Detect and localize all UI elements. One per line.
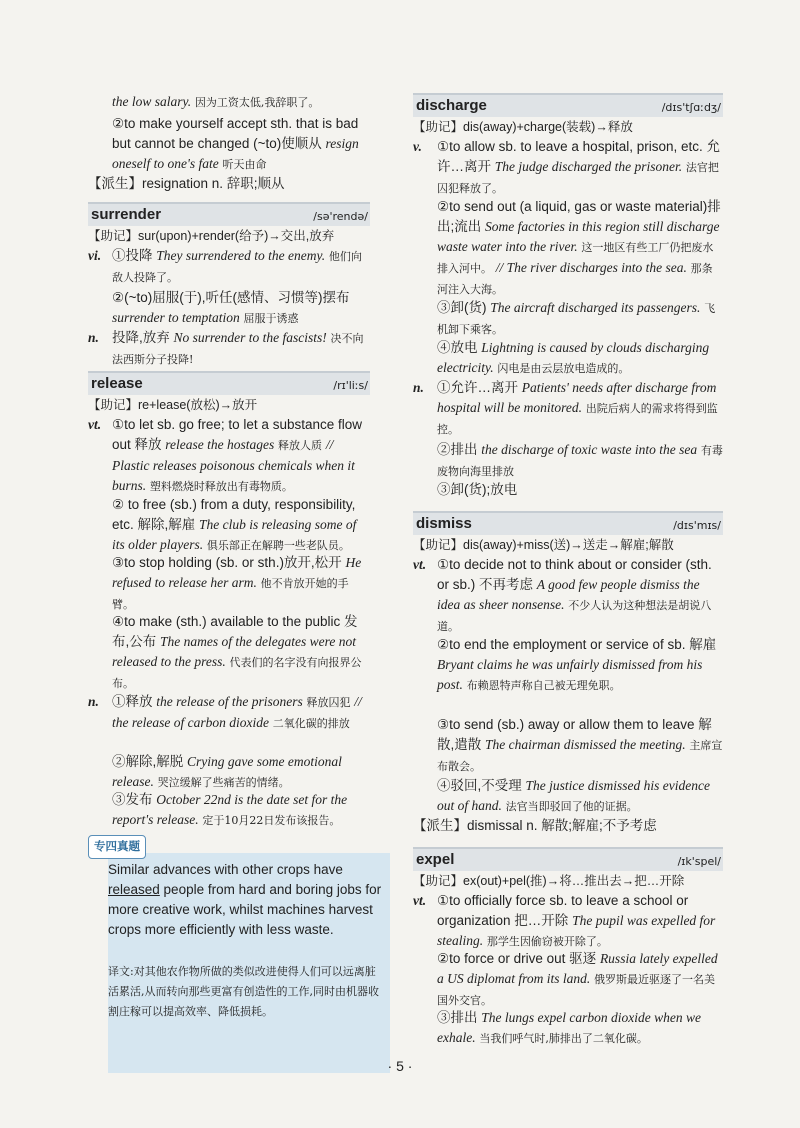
sense-vt-1 [88, 415, 370, 497]
exam-text: people from hard and boring jobs for more creative work, whilst machines harvest crops more efficiently with less waste. [108, 882, 382, 937]
mnemonic: 【助记】dis(away)+charge(装载)→释放 [413, 120, 633, 134]
example-text: The lungs expel carbon dioxide when we exhale. [437, 1010, 701, 1045]
part-of-speech: n. [88, 330, 99, 345]
example-translation: 他不肯放开她的手臂。 [112, 577, 349, 611]
entry-header-dismiss [413, 511, 723, 535]
part-of-speech: vi. [88, 248, 102, 263]
example-translation: 释放囚犯 [306, 696, 351, 709]
sense-v-3 [413, 298, 723, 340]
sense-n-3: ③卸(货);放电 [437, 482, 518, 497]
sense-v-2 [413, 197, 723, 300]
derivation: 【派生】resignation n. 辞职;顺从 [88, 176, 285, 191]
sense-v-1 [413, 137, 723, 199]
pronunciation: /dɪs'tʃɑːdʒ/ [661, 101, 721, 114]
example-translation: 出院后病人的需求将得到监控。 [437, 402, 718, 436]
definition-text: ①释放 [112, 694, 153, 709]
example-text: October 22nd is the date set for the report's release. [112, 792, 348, 827]
part-of-speech: vt. [88, 417, 102, 432]
example-translation: 听天由命 [222, 158, 267, 171]
example-text: // Plastic releases poisonous chemicals when it burns. [112, 437, 355, 493]
example-translation: 决不向法西斯分子投降! [112, 332, 364, 366]
example-text: the low salary. [112, 94, 192, 109]
headword: dismiss [416, 515, 472, 532]
example-translation: 俱乐部正在解聘一些老队员。 [206, 539, 350, 552]
definition-text: ①允许…离开 [437, 380, 518, 395]
part-of-speech: vt. [413, 557, 427, 572]
exam-translation: 译文:对其他农作物所做的类似改进使得人们可以远离脏活累活,从而转向那些更富有创造性的工作,同时由机器收割庄稼可以提高效率、降低损耗。 [108, 965, 379, 1018]
resign-sense-2 [88, 114, 370, 175]
definition-text: ②to force or drive out 驱逐 [437, 951, 597, 966]
definition-text: 投降,放弃 [112, 330, 170, 345]
definition-text: ①to allow sb. to leave a hospital, prison, etc. 允许…离开 [437, 139, 720, 174]
example-translation: 主席宣布散会。 [437, 739, 723, 773]
definition-text: ② to free (sb.) from a duty, responsibility, etc. 解除,解雇 [112, 497, 356, 532]
mnemonic: 【助记】re+lease(放松)→放开 [88, 398, 258, 412]
derivation: 【派生】dismissal n. 解散;解雇;不予考虑 [413, 818, 657, 833]
example-text: the discharge of toxic waste into the sea [481, 442, 698, 457]
example-translation: 法官当即驳回了他的证据。 [505, 800, 638, 813]
example-text: No surrender to the fascists! [173, 330, 327, 345]
definition-text: ②(~to)屈服(于),听任(感情、习惯等)摆布 [112, 290, 350, 305]
definition-text: ②排出 [437, 442, 478, 457]
sense-vt-2 [88, 495, 370, 556]
example-text: A good few people dismiss the idea as sheer nonsense. [437, 577, 700, 612]
exam-tag: 专四真题 [88, 835, 146, 859]
example-text: surrender to temptation [112, 310, 240, 325]
entry-header-expel [413, 847, 723, 871]
sense-n-3 [88, 790, 370, 831]
definition-text: ③to stop holding (sb. or sth.)放开,松开 [112, 555, 342, 570]
example-translation: 飞机卸下乘客。 [437, 302, 716, 336]
sense-n-1 [413, 378, 723, 440]
example-translation: 代表们的名字没有向报界公布。 [112, 656, 362, 690]
pronunciation: /ɪk'spel/ [677, 855, 721, 868]
example-text: Russia lately expelled a US diplomat from its land. [437, 951, 718, 986]
part-of-speech: vt. [413, 893, 427, 908]
definition-text: ②to end the employment or service of sb. 解雇 [437, 637, 717, 652]
exam-sentence [108, 860, 384, 940]
mnemonic: 【助记】ex(out)+pel(推)→将…推出去→把…开除 [413, 874, 685, 888]
sense-vt-2 [413, 949, 723, 1011]
sense-vt-4 [413, 776, 723, 817]
definition-text: ①to let sb. go free; to let a substance flow out 释放 [112, 417, 362, 452]
headword: release [91, 375, 143, 392]
entry-header-surrender [88, 202, 370, 226]
example-text: resign oneself to one's fate [112, 136, 359, 171]
example-translation: 布赖恩特声称自己被无理免职。 [466, 679, 621, 692]
example-translation: 法官把囚犯释放了。 [437, 161, 719, 195]
mnemonic: 【助记】sur(upon)+render(给予)→交出,放弃 [88, 229, 335, 243]
definition-text: ③排出 [437, 1010, 478, 1025]
part-of-speech: v. [413, 139, 422, 154]
exam-text: Similar advances with other crops have [108, 862, 343, 877]
entry-header-discharge [413, 93, 723, 117]
example-translation: 屈服于诱惑 [243, 312, 299, 325]
example-text: The pupil was expelled for stealing. [437, 913, 716, 948]
definition-text: ②to make yourself accept sth. that is bad but cannot be changed (~to)使顺从 [112, 116, 359, 151]
example-translation: 释放人质 [278, 439, 323, 452]
sense-vi-1 [88, 246, 370, 288]
part-of-speech: n. [413, 380, 424, 395]
definition-text: ③卸(货) [437, 300, 487, 315]
example-translation: 不少人认为这种想法是胡说八道。 [437, 599, 712, 633]
definition-text: ②解除,解脱 [112, 754, 184, 769]
resign-cont-line [88, 92, 370, 113]
example-translation: 有毒废物向海里排放 [437, 444, 723, 478]
example-text: He refused to release her arm. [112, 555, 362, 590]
example-text: // the release of carbon dioxide [112, 694, 362, 730]
example-text: release the hostages [165, 437, 275, 452]
pronunciation: /sə'rendə/ [313, 210, 368, 223]
example-text: The chairman dismissed the meeting. [485, 737, 686, 752]
headword: expel [416, 851, 455, 868]
example-translation: 定于10月22日发布该报告。 [202, 814, 341, 827]
definition-text: ③to send (sb.) away or allow them to leave 解散,遣散 [437, 717, 712, 752]
definition-text: ④放电 [437, 340, 478, 355]
sense-vi-2 [88, 288, 370, 329]
example-translation: 因为工资太低,我辞职了。 [194, 96, 320, 109]
example-text: // The river discharges into the sea. [495, 260, 687, 275]
sense-vt-3 [88, 553, 370, 615]
sense-vt-3 [413, 715, 723, 777]
exam-keyword: released [108, 882, 160, 897]
example-translation: 那条河注入大海。 [437, 262, 713, 296]
example-translation: 那学生因偷窃被开除了。 [486, 935, 608, 948]
mnemonic: 【助记】dis(away)+miss(送)→送走→解雇;解散 [413, 538, 674, 552]
example-text: The aircraft discharged its passengers. [490, 300, 701, 315]
sense-v-4 [413, 338, 723, 379]
definition-text: ②to send out (a liquid, gas or waste material)排出;流出 [437, 199, 721, 234]
sense-vt-1 [413, 555, 723, 637]
example-text: The justice dismissed his evidence out of hand. [437, 778, 710, 813]
example-translation: 俄罗斯最近驱逐了一名美国外交官。 [437, 973, 716, 1007]
page-number: · 5 · [387, 1058, 413, 1074]
definition-text: ①投降 [112, 248, 153, 263]
example-text: The club is releasing some of its older players. [112, 517, 357, 552]
example-translation: 闪电是由云层放电造成的。 [497, 362, 630, 375]
example-text: the release of the prisoners [156, 694, 303, 709]
example-translation: 这一地区有些工厂仍把废水排入河中。 [437, 241, 714, 275]
definition-text: ③发布 [112, 792, 153, 807]
pronunciation: /dɪs'mɪs/ [673, 519, 721, 532]
sense-n-1 [88, 692, 370, 734]
sense-vt-1 [413, 891, 723, 952]
definition-text: ①to decide not to think about or consider (sth. or sb.) 不再考虑 [437, 557, 712, 592]
headword: discharge [416, 97, 487, 114]
definition-text: ①to officially force sb. to leave a school or organization 把…开除 [437, 893, 689, 928]
example-text: Crying gave some emotional release. [112, 754, 342, 789]
example-text: Lightning is caused by clouds discharging electricity. [437, 340, 710, 375]
example-text: Patients' needs after discharge from hospital will be monitored. [437, 380, 717, 415]
sense-n-2 [88, 752, 370, 793]
example-translation: 二氧化碳的排放 [272, 717, 350, 730]
part-of-speech: n. [88, 694, 99, 709]
example-translation: 当我们呼气时,肺排出了二氧化碳。 [479, 1032, 648, 1045]
example-text: The names of the delegates were not released to the press. [112, 634, 356, 669]
sense-vt-4 [88, 612, 370, 694]
example-translation: 哭泣缓解了些痛苦的情绪。 [157, 776, 290, 789]
example-translation: 他们向敌人投降了。 [112, 250, 362, 284]
pronunciation: /rɪ'liːs/ [333, 379, 368, 392]
definition-text: ④驳回,不受理 [437, 778, 522, 793]
headword: surrender [91, 206, 162, 223]
sense-vt-3 [413, 1008, 723, 1049]
example-text: They surrendered to the enemy. [156, 248, 326, 263]
example-text: Some factories in this region still discharge waste water into the river. [437, 219, 720, 254]
definition-text: ④to make (sth.) available to the public 发布,公布 [112, 614, 358, 649]
sense-vt-2 [413, 635, 723, 696]
example-text: Bryant claims he was unfairly dismissed from his post. [437, 657, 703, 692]
sense-n-1 [88, 328, 370, 370]
entry-header-release [88, 371, 370, 395]
sense-n-2 [413, 440, 723, 482]
example-text: The judge discharged the prisoner. [494, 159, 683, 174]
example-translation: 塑料燃烧时释放出有毒物质。 [149, 480, 293, 493]
